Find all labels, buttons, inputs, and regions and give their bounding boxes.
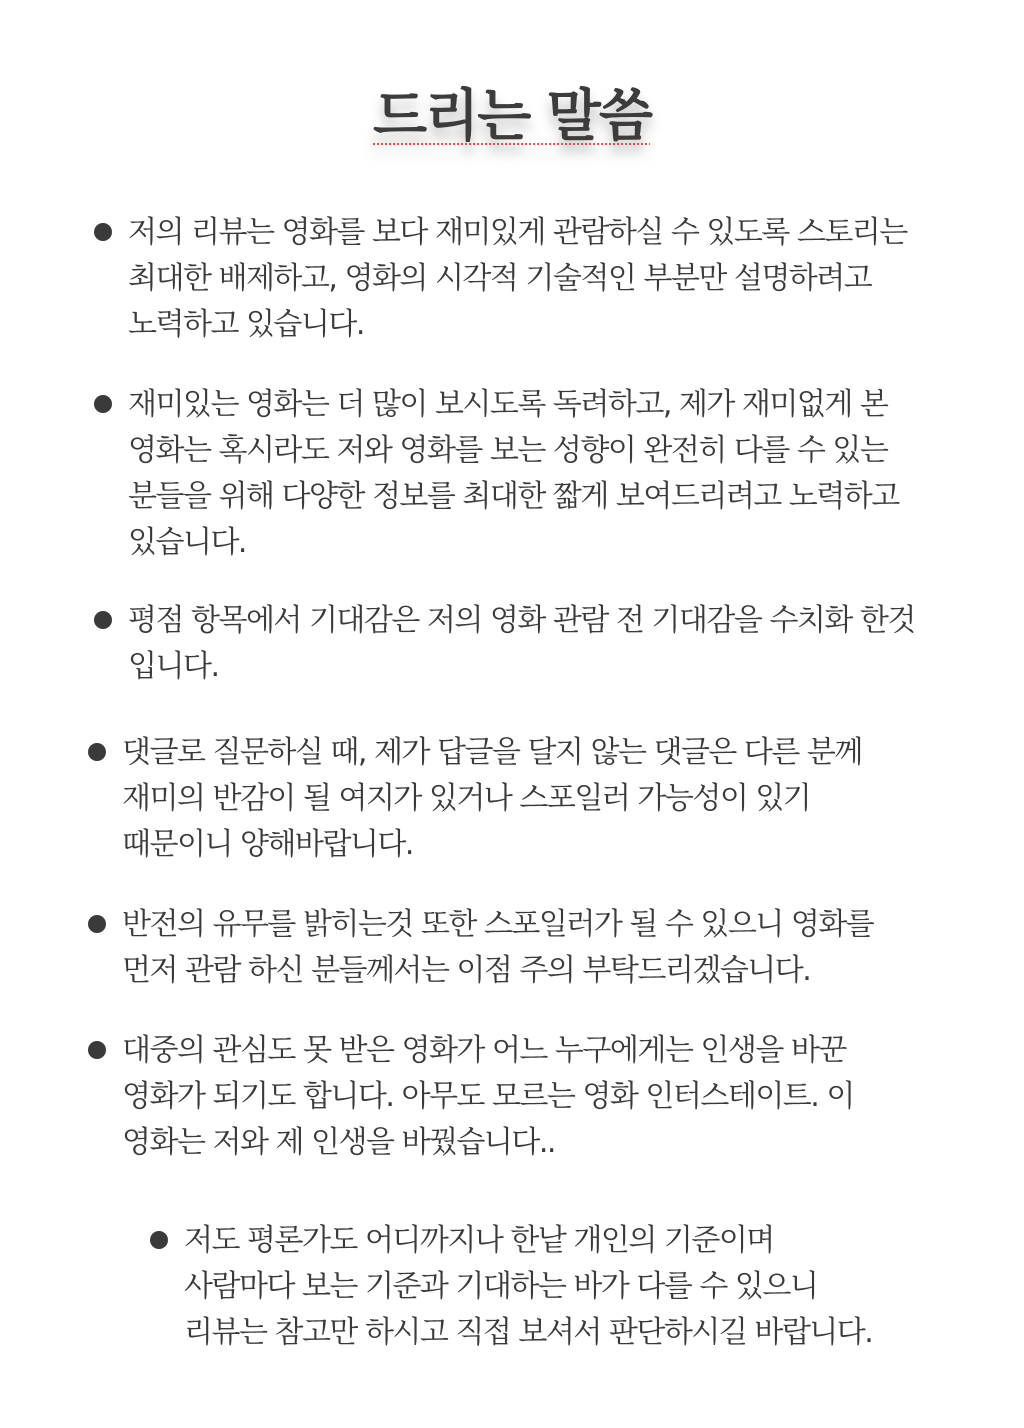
bullet-icon [94, 395, 112, 413]
note-item-2 [94, 382, 934, 566]
note-item-7 [150, 1218, 880, 1356]
page-title-text: 드리는 말씀 [373, 84, 651, 149]
note-text-4: 댓글로 질문하실 때, 제가 답글을 달지 않는 댓글은 다른 분께 재미의 반감이 될 여지가 있거나 스포일러 가능성이 있기 때문이니 양해바랍니다. [122, 735, 862, 862]
bullet-icon [150, 1231, 168, 1249]
bullet-icon [88, 915, 106, 933]
note-text-2: 재미있는 영화는 더 많이 보시도록 독려하고, 제가 재미없게 본 영화는 혹시라도 저와 영화를 보는 성향이 완전히 다를 수 있는 분들을 위해 다양한 정보를 최대한 짧게 보여드리려고 노력하고 있습니다. [128, 387, 899, 560]
bullet-icon [88, 1041, 106, 1059]
note-item-6 [88, 1028, 918, 1166]
note-item-5 [88, 902, 908, 994]
bullet-icon [88, 743, 106, 761]
page-title [0, 72, 1024, 152]
bullet-icon [94, 223, 112, 241]
note-text-6: 대중의 관심도 못 받은 영화가 어느 누구에게는 인생을 바꾼 영화가 되기도 합니다. 아무도 모르는 영화 인터스테이트. 이 영화는 저와 제 인생을 바꿨습니다.. [122, 1033, 854, 1160]
note-text-5: 반전의 유무를 밝히는것 또한 스포일러가 될 수 있으니 영화를 먼저 관람 하신 분들께서는 이점 주의 부탁드리겠습니다. [122, 907, 874, 988]
note-item-3 [94, 598, 934, 690]
note-text-3: 평점 항목에서 기대감은 저의 영화 관람 전 기대감을 수치화 한것 입니다. [128, 603, 915, 684]
note-item-4 [88, 730, 908, 868]
note-text-1: 저의 리뷰는 영화를 보다 재미있게 관람하실 수 있도록 스토리는 최대한 배제하고, 영화의 시각적 기술적인 부분만 설명하려고 노력하고 있습니다. [128, 215, 907, 342]
note-item-1 [94, 210, 934, 348]
note-text-7: 저도 평론가도 어디까지나 한낱 개인의 기준이며 사람마다 보는 기준과 기대하는 바가 다를 수 있으니 리뷰는 참고만 하시고 직접 보셔서 판단하시길 바랍니다. [184, 1223, 873, 1350]
bullet-icon [94, 611, 112, 629]
